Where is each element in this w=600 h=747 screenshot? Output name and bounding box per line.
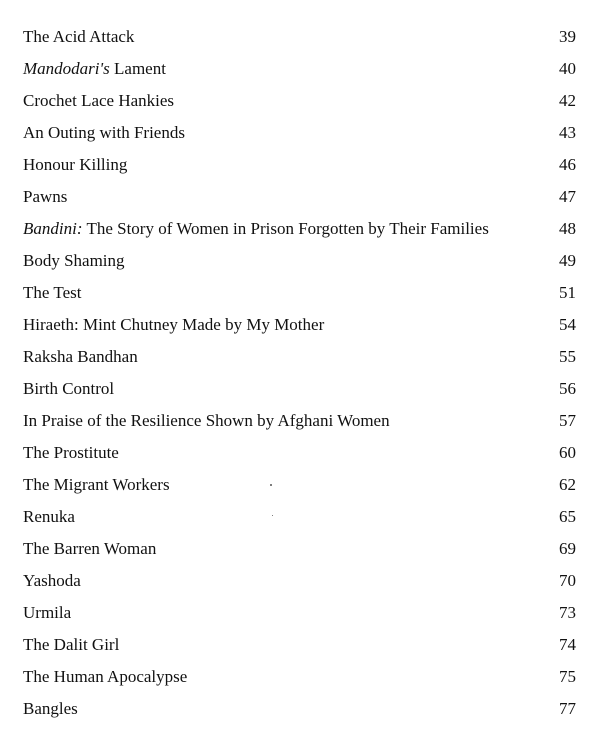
toc-entry-page: 60 (559, 443, 576, 462)
scan-speck (272, 515, 273, 516)
toc-entry (23, 601, 576, 633)
toc-entry-page: 48 (559, 219, 576, 238)
toc-entry-page: 46 (559, 155, 576, 174)
toc-entry (23, 697, 576, 729)
toc-entry-title (23, 601, 71, 625)
toc-entry-title (23, 377, 114, 401)
toc-entry-title (23, 505, 75, 529)
toc-entry (23, 505, 576, 537)
toc-entry-title (23, 697, 78, 721)
toc-entry-title-text: Yashoda (23, 571, 81, 590)
toc-entry (23, 569, 576, 601)
toc-entry-title-text: The Test (23, 283, 82, 302)
toc-entry-title-text: The Acid Attack (23, 27, 135, 46)
toc-entry (23, 409, 576, 441)
toc-entry-title-text: Crochet Lace Hankies (23, 91, 175, 110)
toc-entry-title-text: Pawns (23, 187, 68, 206)
toc-entry-page: 75 (559, 667, 576, 686)
toc-entry-page: 55 (559, 347, 576, 366)
toc-entry-title (23, 473, 170, 497)
toc-entry-page: 77 (559, 699, 576, 718)
toc-entry-title (23, 345, 138, 369)
toc-entry-page: 56 (559, 379, 576, 398)
toc-entry-title (23, 313, 324, 337)
toc-entry (23, 313, 576, 345)
toc-entry-title (23, 441, 119, 465)
toc-entry-page: 69 (559, 539, 576, 558)
toc-entry-title (23, 537, 156, 561)
toc-entry (23, 121, 576, 153)
toc-entry-title (23, 409, 390, 433)
toc-entry-page: 39 (559, 27, 576, 46)
toc-entry (23, 665, 576, 697)
toc-entry-title (23, 121, 185, 145)
toc-entry-title (23, 633, 119, 657)
toc-entry-title-text: Hiraeth: Mint Chutney Made by My Mother (23, 315, 325, 334)
toc-entry-page: 57 (559, 411, 576, 430)
toc-entry-title-text: The Story of Women in Prison Forgotten by Their Families (82, 219, 489, 238)
toc-entry-title-text: Bangles (23, 699, 78, 718)
toc-entry-page: 70 (559, 571, 576, 590)
toc-entry-title-text: The Human Apocalypse (23, 667, 188, 686)
toc-entry-title (23, 569, 81, 593)
toc-entry-title-text: An Outing with Friends (23, 123, 185, 142)
toc-entry-title (23, 25, 134, 49)
table-of-contents (23, 25, 576, 729)
toc-entry-title (23, 185, 67, 209)
toc-entry-title-text: In Praise of the Resilience Shown by Afghani Women (23, 411, 390, 430)
toc-entry-page: 74 (559, 635, 576, 654)
toc-entry (23, 217, 576, 249)
toc-entry-page: 42 (559, 91, 576, 110)
toc-entry-title-italic: Mandodari's (23, 59, 110, 78)
scan-speck (270, 484, 272, 486)
toc-entry-title-text: Honour Killing (23, 155, 128, 174)
toc-entry-page: 73 (559, 603, 576, 622)
toc-entry (23, 89, 576, 121)
toc-entry (23, 281, 576, 313)
toc-entry (23, 377, 576, 409)
toc-entry (23, 185, 576, 217)
toc-entry-title (23, 57, 166, 81)
toc-entry-title (23, 281, 81, 305)
toc-entry (23, 249, 576, 281)
toc-entry-title-text: Lament (109, 59, 166, 78)
toc-entry-title-text: The Barren Woman (23, 539, 157, 558)
toc-entry-title (23, 89, 174, 113)
toc-entry-title-text: The Dalit Girl (23, 635, 120, 654)
toc-entry (23, 633, 576, 665)
toc-entry (23, 537, 576, 569)
toc-entry (23, 153, 576, 185)
toc-entry-title-text: Renuka (23, 507, 75, 526)
toc-entry-title-text: Urmila (23, 603, 72, 622)
toc-entry-page: 43 (559, 123, 576, 142)
toc-entry-title (23, 249, 125, 273)
toc-entry-title-italic: Bandini: (23, 219, 83, 238)
toc-entry-page: 51 (559, 283, 576, 302)
toc-entry-title (23, 153, 127, 177)
toc-entry-page: 62 (559, 475, 576, 494)
toc-entry (23, 441, 576, 473)
toc-entry-page: 40 (559, 59, 576, 78)
toc-entry-title-text: Body Shaming (23, 251, 125, 270)
toc-entry-title-text: The Migrant Workers (23, 475, 170, 494)
toc-entry-page: 54 (559, 315, 576, 334)
toc-entry (23, 57, 576, 89)
toc-entry-page: 49 (559, 251, 576, 270)
toc-entry (23, 25, 576, 57)
toc-entry (23, 345, 576, 377)
toc-entry-page: 65 (559, 507, 576, 526)
toc-entry (23, 473, 576, 505)
toc-entry-title (23, 217, 489, 241)
toc-entry-page: 47 (559, 187, 576, 206)
toc-entry-title-text: The Prostitute (23, 443, 119, 462)
toc-entry-title-text: Birth Control (23, 379, 115, 398)
toc-entry-title (23, 665, 187, 689)
toc-entry-title-text: Raksha Bandhan (23, 347, 138, 366)
